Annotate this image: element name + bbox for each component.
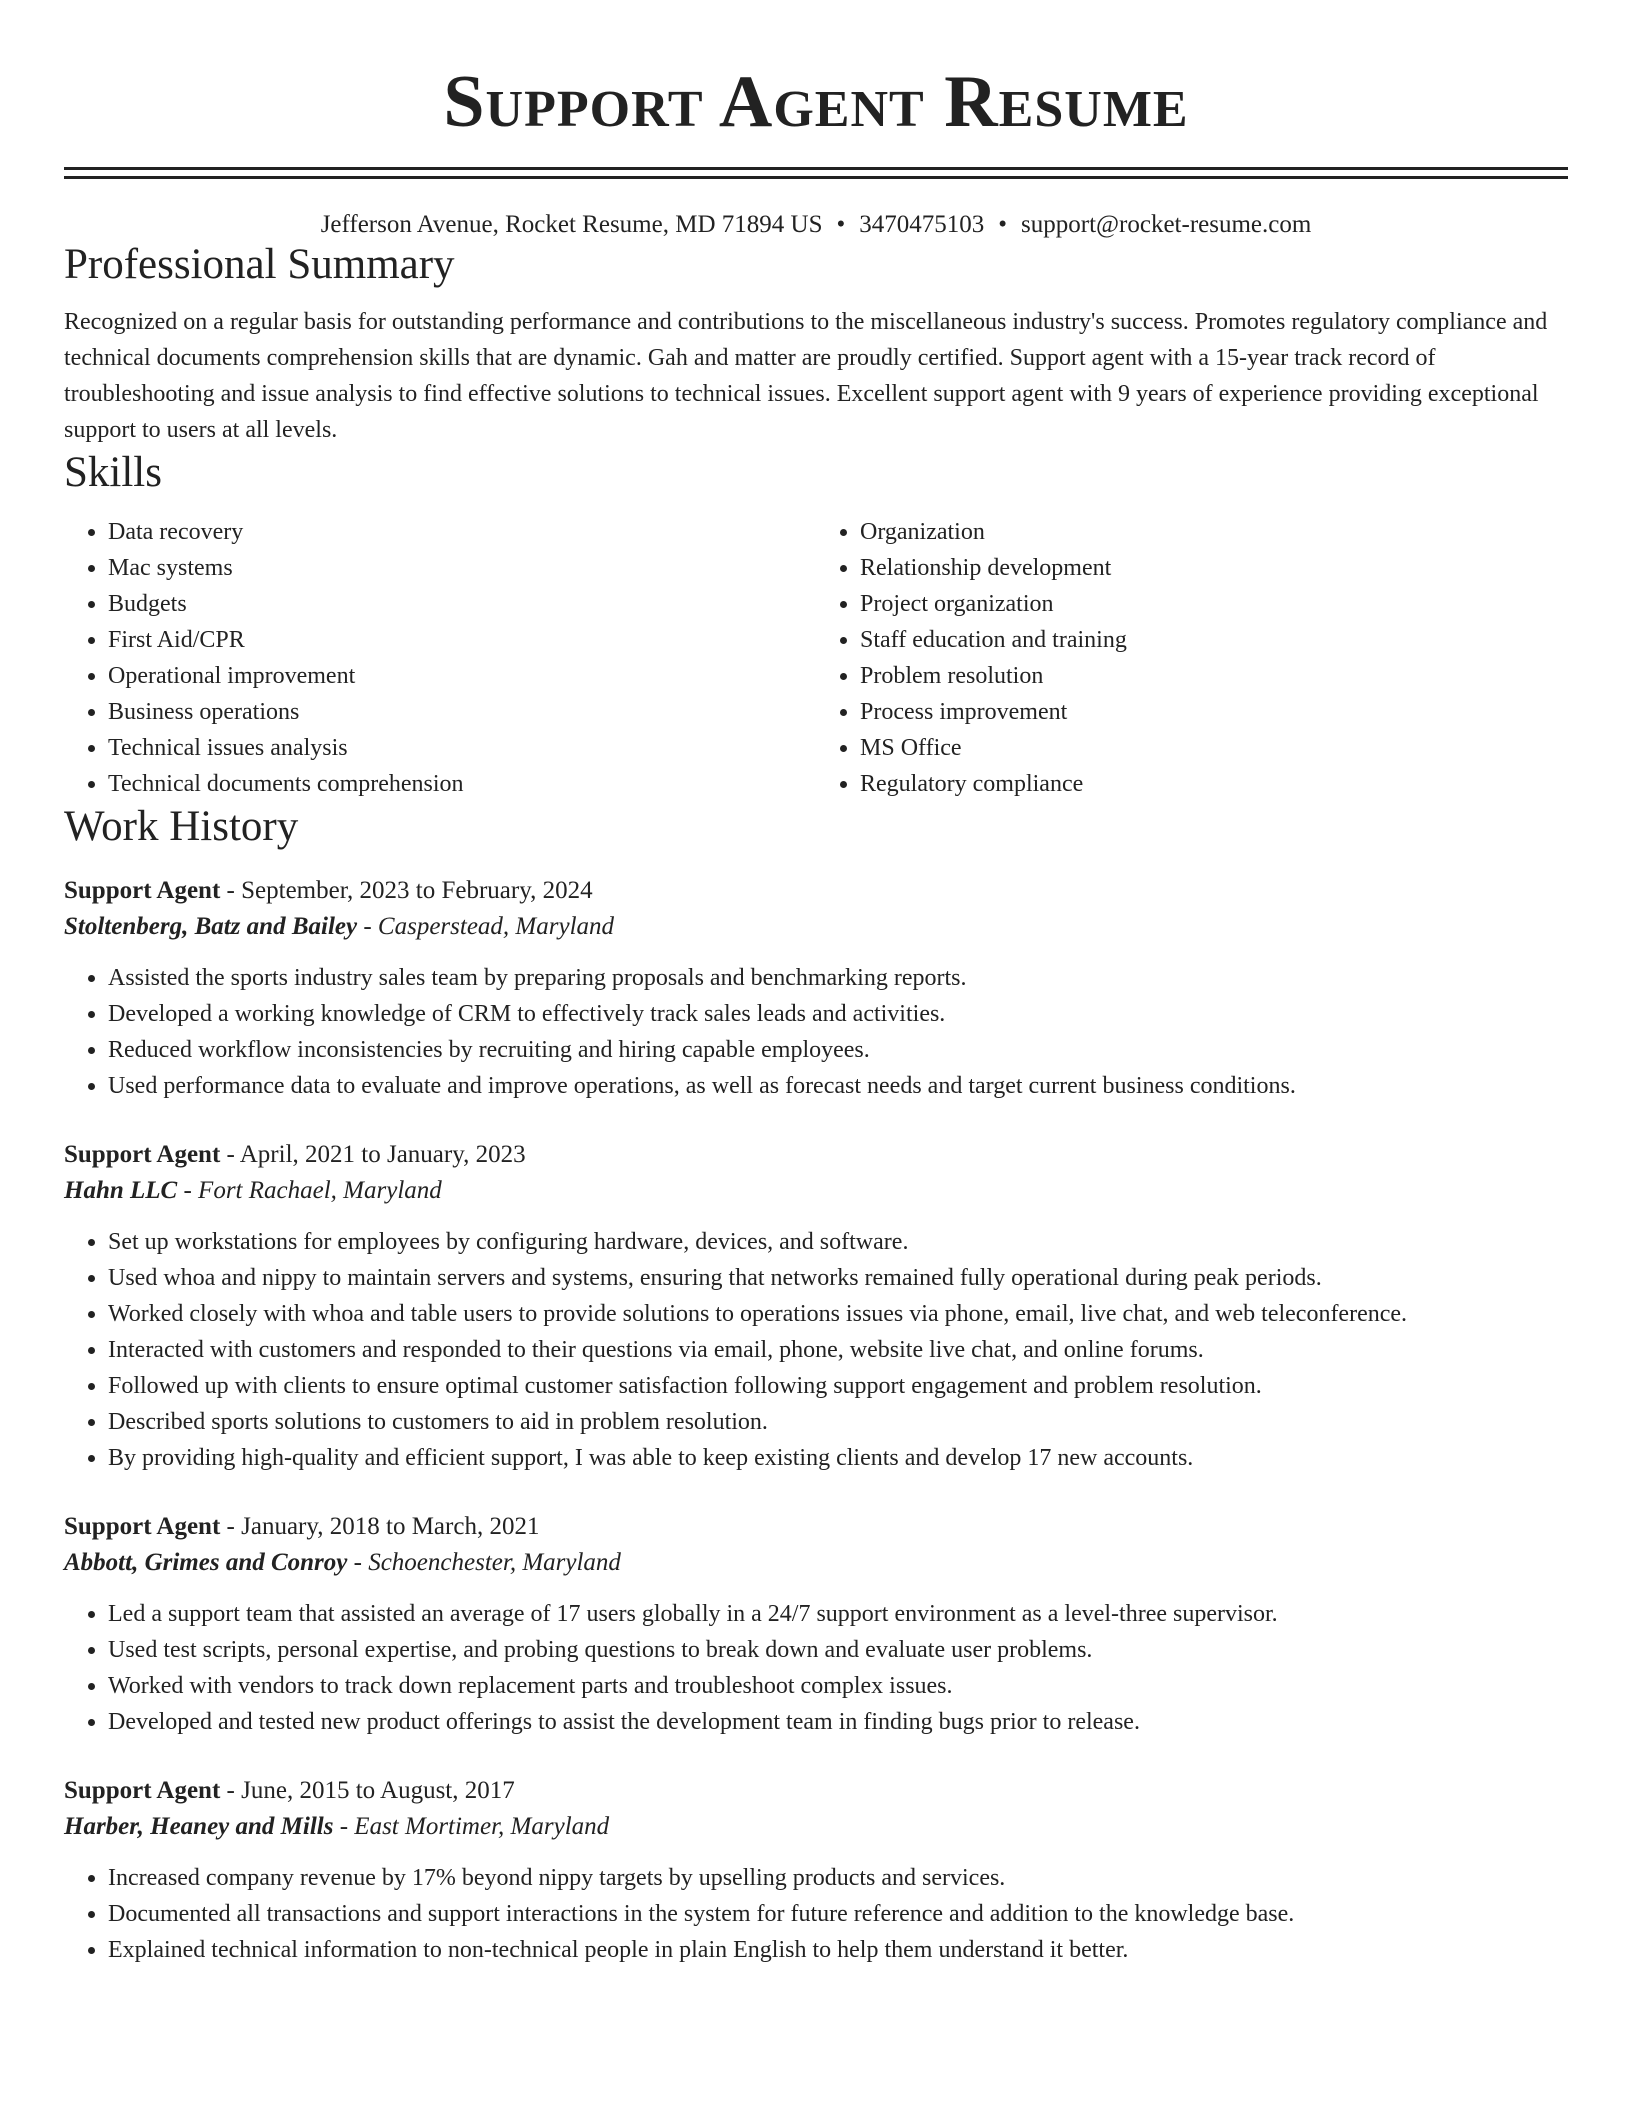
job-bullet: • By providing high-quality and efficient support, I was able to keep existing clients and develop 17 new accounts. [108,1440,1568,1476]
job-dates: - January, 2018 to March, 2021 [220,1513,540,1540]
skill-item: • Mac systems [108,550,816,586]
skill-item: • MS Office [860,730,1568,766]
contact-address: Jefferson Avenue, Rocket Resume, MD 71894 US [320,211,823,238]
resume-title: Support Agent Resume [443,61,1189,143]
job-bullet: • Used performance data to evaluate and improve operations, as well as forecast needs and target current business conditions. [108,1068,1568,1104]
job-bullet: • Reduced workflow inconsistencies by recruiting and hiring capable employees. [108,1032,1568,1068]
job-bullet: • Increased company revenue by 17% beyond nippy targets by upselling products and services. [108,1860,1568,1896]
skill-item: • Business operations [108,694,816,730]
skill-item: • Problem resolution [860,658,1568,694]
skills-columns [64,514,1568,802]
job-bullet: • Explained technical information to non-technical people in plain English to help them understand it better. [108,1932,1568,1968]
job-dates: - April, 2021 to January, 2023 [220,1141,526,1168]
skills-list-left [64,514,816,802]
skill-item: • Relationship development [860,550,1568,586]
skill-item: • Project organization [860,586,1568,622]
job-bullets [64,1596,1568,1740]
company-name: Harber, Heaney and Mills [64,1813,334,1840]
skill-item: • Process improvement [860,694,1568,730]
contact-email: support@rocket-resume.com [1021,211,1312,238]
company-location: - East Mortimer, Maryland [333,1813,610,1840]
job-bullet: • Developed a working knowledge of CRM to effectively track sales leads and activities. [108,996,1568,1032]
job-bullet: • Developed and tested new product offerings to assist the development team in finding bugs prior to release. [108,1704,1568,1740]
company-line [64,1808,1568,1846]
job-bullets [64,1860,1568,1968]
contact-separator: • [998,211,1008,238]
job-bullets [64,1224,1568,1476]
job-entry [64,874,1568,1104]
job-bullet: • Followed up with clients to ensure optimal customer satisfaction following support engagement and problem resolution. [108,1368,1568,1404]
skill-item: • Regulatory compliance [860,766,1568,802]
summary-text: Recognized on a regular basis for outstanding performance and contributions to the miscellaneous industry's success. Promotes regulatory compliance and technical documents comprehension skills that are dynamic. Gah and matter are proudly certified. Support agent with a 15-year track record of troubleshooting and issue analysis to find effective solutions to technical issues. Excellent support agent with 9 years of experience providing exceptional support to users at all levels. [64,309,1548,443]
job-dates: - September, 2023 to February, 2024 [220,877,593,904]
summary-heading: Professional Summary [64,241,455,288]
job-bullet: • Used test scripts, personal expertise, and probing questions to break down and evaluate user problems. [108,1632,1568,1668]
job-entry [64,1510,1568,1740]
skill-item: • Technical documents comprehension [108,766,816,802]
job-title-line [64,1510,1568,1544]
company-name: Stoltenberg, Batz and Bailey [64,913,358,940]
company-location: - Fort Rachael, Maryland [177,1177,442,1204]
job-bullet: • Documented all transactions and support interactions in the system for future reference and addition to the knowledge base. [108,1896,1568,1932]
skill-item: • Budgets [108,586,816,622]
job-title: Support Agent [64,1141,221,1168]
job-bullet: • Interacted with customers and responded to their questions via email, phone, website live chat, and online forums. [108,1332,1568,1368]
job-bullet: • Described sports solutions to customers to aid in problem resolution. [108,1404,1568,1440]
skill-item: • Staff education and training [860,622,1568,658]
job-entry [64,1138,1568,1476]
skill-item: • Technical issues analysis [108,730,816,766]
contact-line [64,210,1568,240]
job-bullets [64,960,1568,1104]
skills-list-right [816,514,1568,802]
job-bullet: • Set up workstations for employees by configuring hardware, devices, and software. [108,1224,1568,1260]
skill-item: • Data recovery [108,514,816,550]
job-bullet: • Assisted the sports industry sales team by preparing proposals and benchmarking reports. [108,960,1568,996]
company-location: - Casperstead, Maryland [357,913,615,940]
job-title: Support Agent [64,1777,221,1804]
job-title: Support Agent [64,877,221,904]
company-location: - Schoenchester, Maryland [347,1549,621,1576]
work-history-heading: Work History [64,803,299,850]
job-bullet: • Worked with vendors to track down replacement parts and troubleshoot complex issues. [108,1668,1568,1704]
job-title-line [64,1774,1568,1808]
job-bullet: • Worked closely with whoa and table users to provide solutions to operations issues via phone, email, live chat, and web teleconference. [108,1296,1568,1332]
company-name: Hahn LLC [64,1177,178,1204]
contact-separator: • [836,211,846,238]
company-line [64,908,1568,946]
job-title: Support Agent [64,1513,221,1540]
skill-item: • First Aid/CPR [108,622,816,658]
job-title-line [64,1138,1568,1172]
company-name: Abbott, Grimes and Conroy [64,1549,348,1576]
job-bullet: • Led a support team that assisted an average of 17 users globally in a 24/7 support environment as a level-three supervisor. [108,1596,1568,1632]
company-line [64,1172,1568,1210]
skill-item: • Operational improvement [108,658,816,694]
job-title-line [64,874,1568,908]
contact-phone: 3470475103 [859,211,985,238]
skill-item: • Organization [860,514,1568,550]
job-dates: - June, 2015 to August, 2017 [220,1777,515,1804]
skills-heading: Skills [64,449,162,496]
job-entry [64,1774,1568,1968]
company-line [64,1544,1568,1582]
title-rule-bottom [64,176,1568,179]
title-rule-top [64,167,1568,170]
job-bullet: • Used whoa and nippy to maintain servers and systems, ensuring that networks remained fully operational during peak periods. [108,1260,1568,1296]
